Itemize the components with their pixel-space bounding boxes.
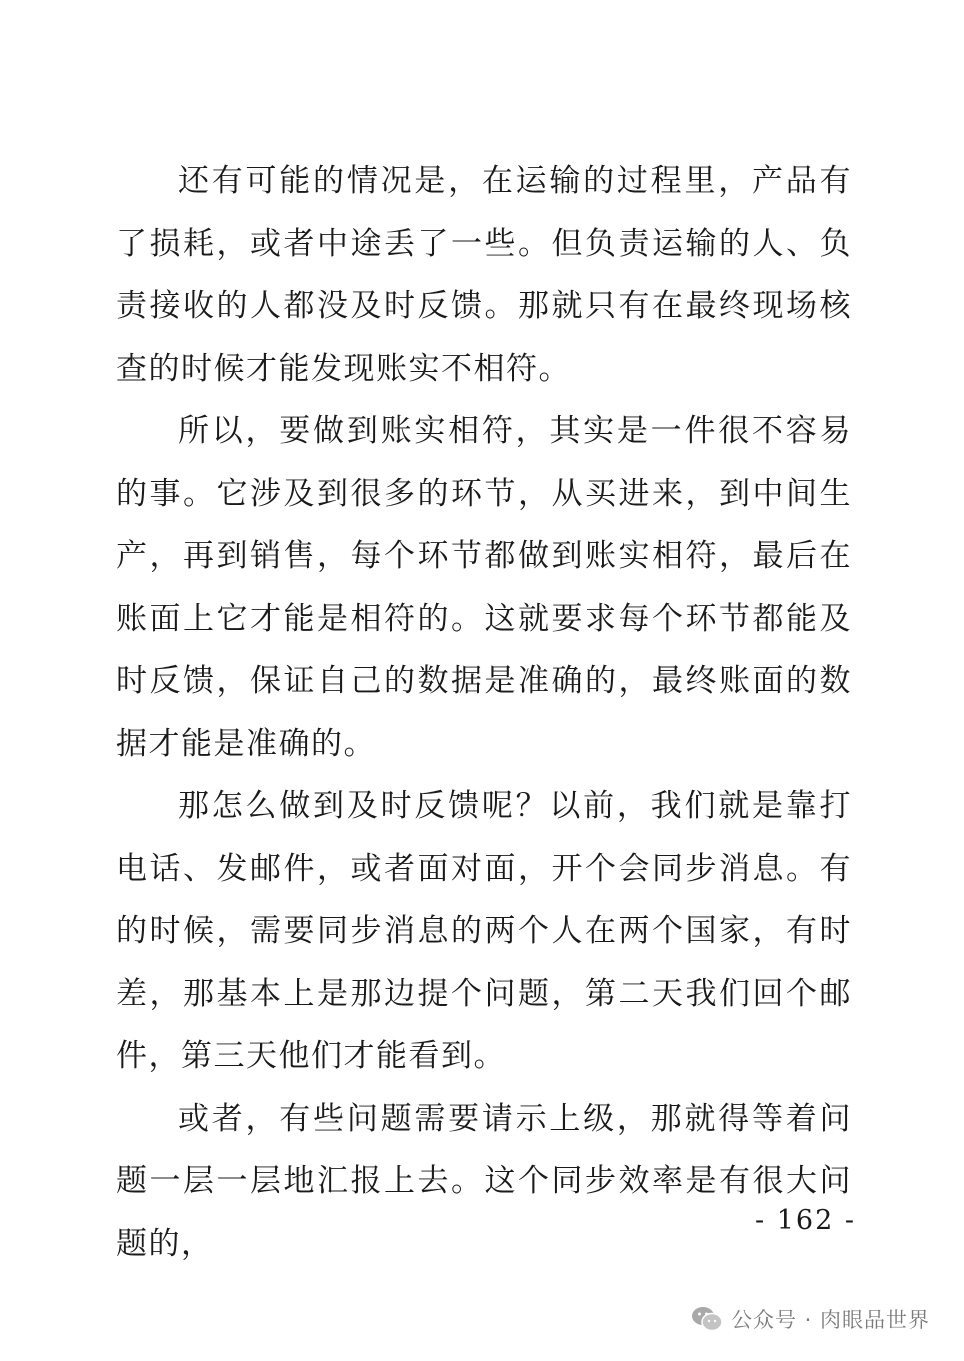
page-number: - 162 - [755,1205,856,1236]
paragraph-3: 那怎么做到及时反馈呢？以前，我们就是靠打电话、发邮件，或者面对面，开个会同步消息。有的时候，需要同步消息的两个人在两个国家，有时差，那基本上是那边提个问题，第二天我们回个邮件，第三天他们才能看到。 [116,788,852,1074]
paragraph-4: 或者，有些问题需要请示上级，那就得等着问题一层一层地汇报上去。这个同步效率是有很大问题的， [116,1100,852,1262]
paragraph-2: 所以，要做到账实相符，其实是一件很不容易的事。它涉及到很多的环节，从买进来，到中间生产，再到销售，每个环节都做到账实相符，最后在账面上它才能是相符的。这就要求每个环节都能及时反馈，保证自己的数据是准确的，最终账面的数据才能是准确的。 [116,413,852,762]
watermark-text: 公众号 · 肉眼品世界 [730,1308,930,1332]
document-page [116,150,852,1275]
paragraph-1: 还有可能的情况是，在运输的过程里，产品有了损耗，或者中途丢了一些。但负责运输的人、负责接收的人都没及时反馈。那就只有在最终现场核查的时候才能发现账实不相符。 [116,163,852,387]
watermark-footer [691,1303,930,1335]
wechat-icon [691,1305,723,1333]
